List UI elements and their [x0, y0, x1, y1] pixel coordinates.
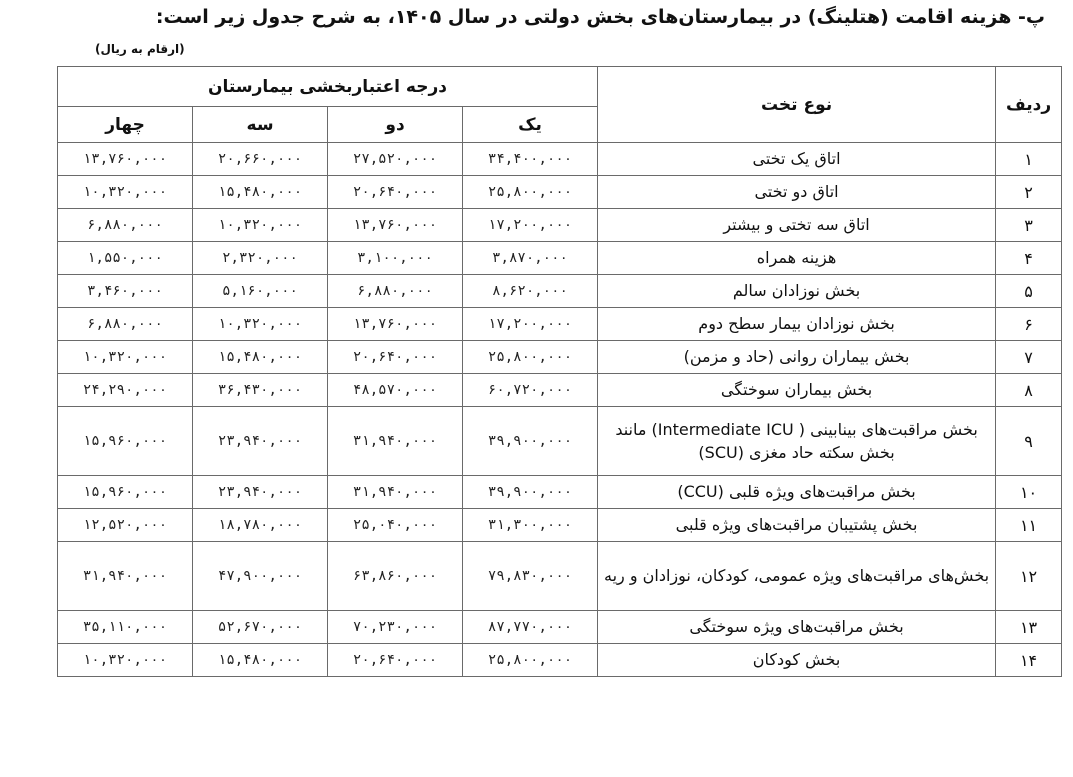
- cost-grade-3: ۵,۱۶۰,۰۰۰: [193, 275, 328, 308]
- cost-grade-4: ۶,۸۸۰,۰۰۰: [58, 209, 193, 242]
- bed-type: بخش مراقبت‌های ویژه قلبی (CCU): [598, 476, 996, 509]
- row-index: ۱۱: [996, 509, 1062, 542]
- bed-type: اتاق یک تختی: [598, 143, 996, 176]
- cost-grade-4: ۱۰,۳۲۰,۰۰۰: [58, 176, 193, 209]
- cost-grade-2: ۲۰,۶۴۰,۰۰۰: [328, 176, 463, 209]
- cost-grade-2: ۲۰,۶۴۰,۰۰۰: [328, 341, 463, 374]
- bed-type: بخش کودکان: [598, 644, 996, 677]
- cost-grade-1: ۲۵,۸۰۰,۰۰۰: [463, 176, 598, 209]
- row-index: ۴: [996, 242, 1062, 275]
- table-row: [58, 476, 1062, 509]
- row-index: ۱۰: [996, 476, 1062, 509]
- cost-grade-2: ۳,۱۰۰,۰۰۰: [328, 242, 463, 275]
- cost-grade-1: ۳۱,۳۰۰,۰۰۰: [463, 509, 598, 542]
- bed-type: بخش مراقبت‌های ویژه سوختگی: [598, 611, 996, 644]
- cost-grade-4: ۶,۸۸۰,۰۰۰: [58, 308, 193, 341]
- cost-grade-1: ۱۷,۲۰۰,۰۰۰: [463, 308, 598, 341]
- table-row: [58, 374, 1062, 407]
- header-grade-group: درجه اعتباربخشی بیمارستان: [58, 67, 598, 107]
- cost-grade-3: ۲۳,۹۴۰,۰۰۰: [193, 407, 328, 476]
- cost-grade-2: ۱۳,۷۶۰,۰۰۰: [328, 209, 463, 242]
- cost-grade-2: ۴۸,۵۷۰,۰۰۰: [328, 374, 463, 407]
- row-index: ۱۴: [996, 644, 1062, 677]
- cost-grade-2: ۳۱,۹۴۰,۰۰۰: [328, 476, 463, 509]
- cost-grade-2: ۲۷,۵۲۰,۰۰۰: [328, 143, 463, 176]
- bed-type: اتاق سه تختی و بیشتر: [598, 209, 996, 242]
- cost-grade-2: ۶۳,۸۶۰,۰۰۰: [328, 542, 463, 611]
- row-index: ۳: [996, 209, 1062, 242]
- table-row: [58, 143, 1062, 176]
- cost-grade-1: ۱۷,۲۰۰,۰۰۰: [463, 209, 598, 242]
- table-row: [58, 275, 1062, 308]
- cost-grade-4: ۱۰,۳۲۰,۰۰۰: [58, 644, 193, 677]
- bed-type: بخش‌های مراقبت‌های ویژه عمومی، کودکان، نوزادان و ریه: [598, 542, 996, 611]
- cost-grade-3: ۵۲,۶۷۰,۰۰۰: [193, 611, 328, 644]
- cost-grade-2: ۱۳,۷۶۰,۰۰۰: [328, 308, 463, 341]
- cost-grade-2: ۶,۸۸۰,۰۰۰: [328, 275, 463, 308]
- header-grade-4: چهار: [58, 107, 193, 143]
- bed-type: بخش پشتیبان مراقبت‌های ویژه قلبی: [598, 509, 996, 542]
- cost-grade-1: ۲۵,۸۰۰,۰۰۰: [463, 644, 598, 677]
- header-row-index: ردیف: [996, 67, 1062, 143]
- cost-grade-2: ۷۰,۲۳۰,۰۰۰: [328, 611, 463, 644]
- row-index: ۵: [996, 275, 1062, 308]
- cost-grade-1: ۳۹,۹۰۰,۰۰۰: [463, 407, 598, 476]
- cost-grade-3: ۱۵,۴۸۰,۰۰۰: [193, 176, 328, 209]
- cost-grade-4: ۳۵,۱۱۰,۰۰۰: [58, 611, 193, 644]
- bed-type: بخش نوزادان سالم: [598, 275, 996, 308]
- table-row: [58, 341, 1062, 374]
- table-row: [58, 176, 1062, 209]
- cost-grade-1: ۳۹,۹۰۰,۰۰۰: [463, 476, 598, 509]
- cost-grade-3: ۱۸,۷۸۰,۰۰۰: [193, 509, 328, 542]
- cost-grade-2: ۲۵,۰۴۰,۰۰۰: [328, 509, 463, 542]
- row-index: ۱: [996, 143, 1062, 176]
- cost-grade-3: ۴۷,۹۰۰,۰۰۰: [193, 542, 328, 611]
- cost-grade-4: ۳,۴۶۰,۰۰۰: [58, 275, 193, 308]
- cost-grade-1: ۳,۸۷۰,۰۰۰: [463, 242, 598, 275]
- cost-grade-1: ۷۹,۸۳۰,۰۰۰: [463, 542, 598, 611]
- row-index: ۸: [996, 374, 1062, 407]
- document-title: پ- هزینه اقامت (هتلینگ) در بیمارستان‌های بخش دولتی در سال ۱۴۰۵، به شرح جدول زیر است:: [155, 6, 1045, 28]
- table-row: [58, 611, 1062, 644]
- row-index: ۷: [996, 341, 1062, 374]
- cost-grade-1: ۸۷,۷۷۰,۰۰۰: [463, 611, 598, 644]
- cost-grade-4: ۱۵,۹۶۰,۰۰۰: [58, 476, 193, 509]
- cost-grade-4: ۱۰,۳۲۰,۰۰۰: [58, 341, 193, 374]
- row-index: ۲: [996, 176, 1062, 209]
- cost-grade-2: ۳۱,۹۴۰,۰۰۰: [328, 407, 463, 476]
- table-row: [58, 242, 1062, 275]
- table-row: [58, 308, 1062, 341]
- cost-grade-4: ۱۳,۷۶۰,۰۰۰: [58, 143, 193, 176]
- bed-type: بخش بیماران روانی (حاد و مزمن): [598, 341, 996, 374]
- cost-grade-3: ۲,۳۲۰,۰۰۰: [193, 242, 328, 275]
- bed-type: بخش نوزادان بیمار سطح دوم: [598, 308, 996, 341]
- row-index: ۱۲: [996, 542, 1062, 611]
- hoteling-cost-table: [57, 66, 1062, 677]
- cost-grade-4: ۱۲,۵۲۰,۰۰۰: [58, 509, 193, 542]
- cost-grade-3: ۱۰,۳۲۰,۰۰۰: [193, 308, 328, 341]
- row-index: ۹: [996, 407, 1062, 476]
- cost-grade-1: ۶۰,۷۲۰,۰۰۰: [463, 374, 598, 407]
- row-index: ۶: [996, 308, 1062, 341]
- cost-grade-1: ۲۵,۸۰۰,۰۰۰: [463, 341, 598, 374]
- cost-grade-2: ۲۰,۶۴۰,۰۰۰: [328, 644, 463, 677]
- header-bed-type: نوع تخت: [598, 67, 996, 143]
- bed-type: بخش مراقبت‌های بینابینی ( Intermediate ICU) مانند بخش سکته حاد مغزی (SCU): [598, 407, 996, 476]
- bed-type: بخش بیماران سوختگی: [598, 374, 996, 407]
- table-row: [58, 209, 1062, 242]
- bed-type: هزینه همراه: [598, 242, 996, 275]
- cost-grade-1: ۳۴,۴۰۰,۰۰۰: [463, 143, 598, 176]
- cost-grade-4: ۲۴,۲۹۰,۰۰۰: [58, 374, 193, 407]
- unit-note: (ارقام به ریال): [95, 42, 185, 56]
- table-row: [58, 644, 1062, 677]
- cost-grade-4: ۱۵,۹۶۰,۰۰۰: [58, 407, 193, 476]
- cost-grade-1: ۸,۶۲۰,۰۰۰: [463, 275, 598, 308]
- table-row: [58, 542, 1062, 611]
- cost-grade-3: ۱۵,۴۸۰,۰۰۰: [193, 644, 328, 677]
- cost-grade-3: ۳۶,۴۳۰,۰۰۰: [193, 374, 328, 407]
- table-row: [58, 509, 1062, 542]
- row-index: ۱۳: [996, 611, 1062, 644]
- cost-grade-4: ۱,۵۵۰,۰۰۰: [58, 242, 193, 275]
- cost-grade-4: ۳۱,۹۴۰,۰۰۰: [58, 542, 193, 611]
- cost-grade-3: ۲۳,۹۴۰,۰۰۰: [193, 476, 328, 509]
- header-grade-2: دو: [328, 107, 463, 143]
- cost-grade-3: ۱۵,۴۸۰,۰۰۰: [193, 341, 328, 374]
- cost-grade-3: ۲۰,۶۶۰,۰۰۰: [193, 143, 328, 176]
- header-grade-1: یک: [463, 107, 598, 143]
- cost-grade-3: ۱۰,۳۲۰,۰۰۰: [193, 209, 328, 242]
- header-grade-3: سه: [193, 107, 328, 143]
- bed-type: اتاق دو تختی: [598, 176, 996, 209]
- table-row: [58, 407, 1062, 476]
